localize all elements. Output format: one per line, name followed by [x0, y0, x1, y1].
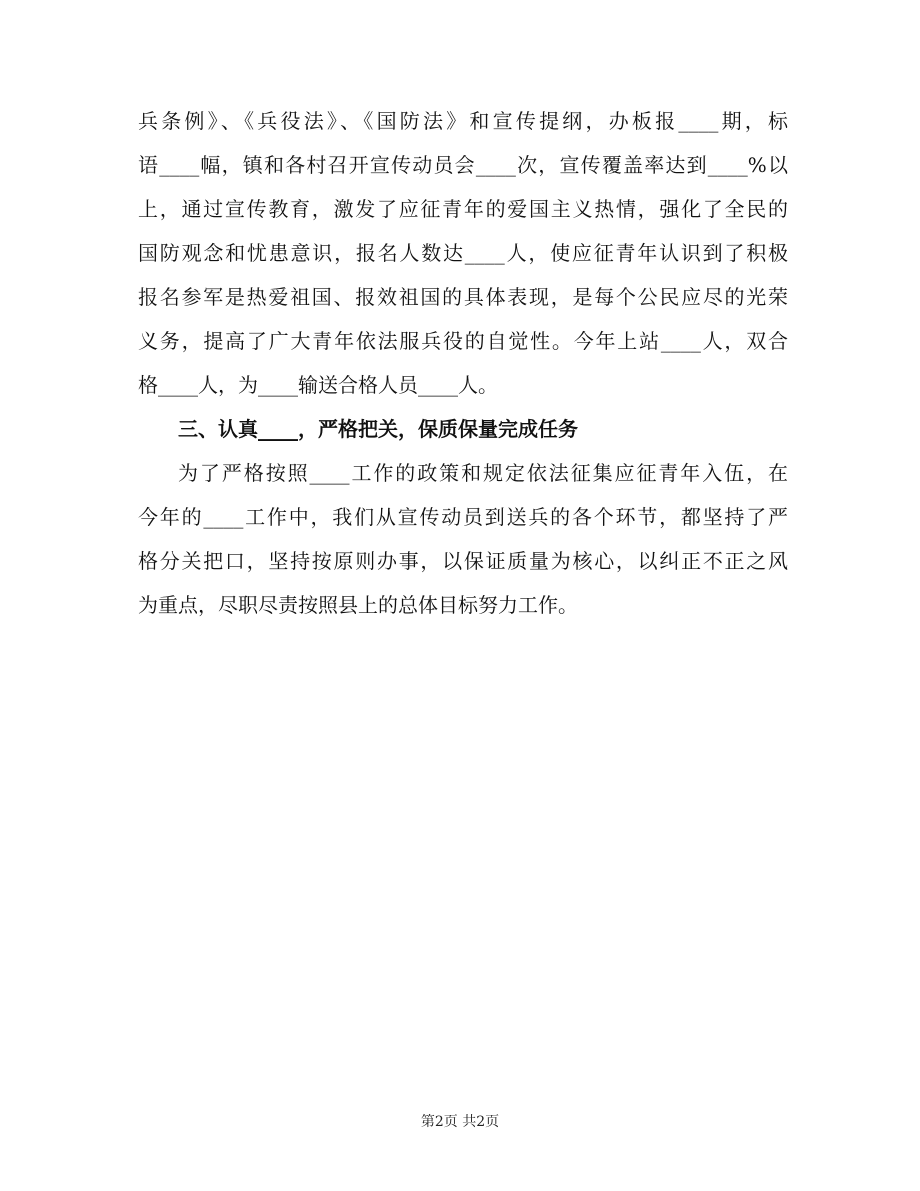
- paragraph-2-line-1: 为了严格按照____工作的政策和规定依法征集应征青年入伍，在: [178, 461, 788, 485]
- paragraph-1-line-5: 报名参军是热爱祖国、报效祖国的具体表现，是每个公民应尽的光荣: [138, 285, 788, 309]
- paragraph-1-line-1: 兵条例》、《兵役法》、《国防法》和宣传提纲，办板报____期，标: [138, 109, 788, 133]
- paragraph-1-line-6: 义务，提高了广大青年依法服兵役的自觉性。今年上站____人，双合: [138, 329, 788, 353]
- paragraph-2-line-4: 为重点，尽职尽责按照县上的总体目标努力工作。: [138, 593, 578, 617]
- page-number-footer: 第2页 共2页: [420, 1114, 500, 1130]
- paragraph-1-line-3: 上，通过宣传教育，激发了应征青年的爱国主义热情，强化了全民的: [138, 197, 788, 221]
- paragraph-1-line-4: 国防观念和忧患意识，报名人数达____人，使应征青年认识到了积极: [138, 241, 788, 265]
- paragraph-2-line-3: 格分关把口，坚持按原则办事，以保证质量为核心，以纠正不正之风: [138, 549, 788, 573]
- section-3-heading: 三、认真____，严格把关，保质保量完成任务: [178, 417, 578, 441]
- paragraph-1-line-2: 语____幅，镇和各村召开宣传动员会____次，宣传覆盖率达到____%以: [138, 153, 788, 177]
- paragraph-1-line-7: 格____人，为____输送合格人员____人。: [138, 373, 498, 397]
- paragraph-2-line-2: 今年的____工作中，我们从宣传动员到送兵的各个环节，都坚持了严: [138, 505, 788, 529]
